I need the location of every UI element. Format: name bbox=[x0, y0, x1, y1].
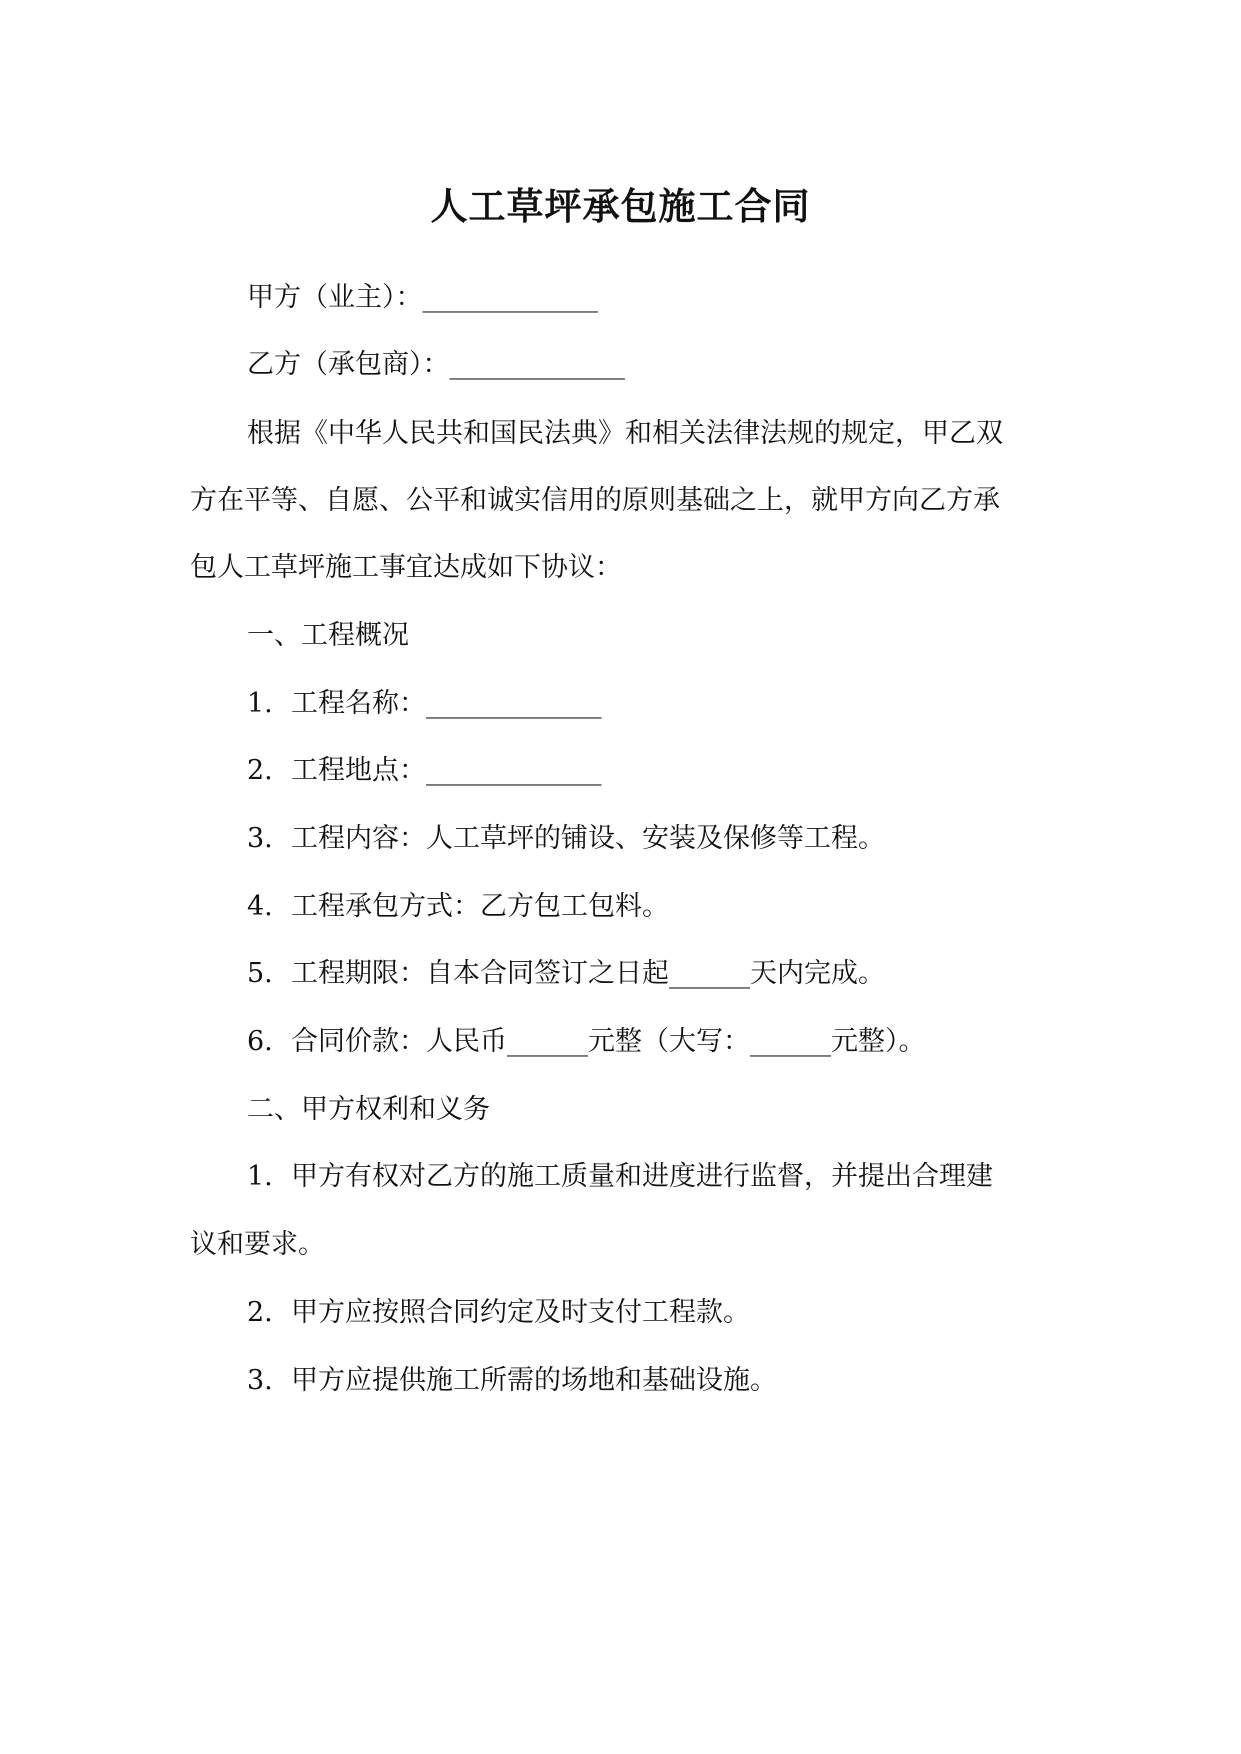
item-text: 甲方应按照合同约定及时支付工程款。 bbox=[291, 1297, 750, 1328]
list-item bbox=[247, 819, 885, 859]
item-text: 工程地点：_____________ bbox=[291, 755, 602, 786]
party-a-line: 甲方（业主）：_____________ bbox=[247, 282, 598, 313]
item-number: 2. bbox=[247, 755, 273, 786]
list-item bbox=[247, 1361, 777, 1401]
preamble-line-3: 包人工草坪施工事宜达成如下协议： bbox=[190, 552, 622, 583]
list-item bbox=[247, 1022, 926, 1062]
item-number: 2. bbox=[247, 1297, 273, 1328]
list-item bbox=[247, 887, 669, 927]
item-number: 1. bbox=[247, 1161, 273, 1192]
document-title: 人工草坪承包施工合同 bbox=[430, 184, 811, 228]
item-text: 甲方有权对乙方的施工质量和进度进行监督，并提出合理建 bbox=[291, 1161, 993, 1192]
list-item-continuation: 议和要求。 bbox=[190, 1229, 325, 1260]
item-text: 工程期限：自本合同签订之日起______天内完成。 bbox=[291, 958, 885, 989]
item-number: 3. bbox=[247, 1365, 273, 1396]
item-number: 4. bbox=[247, 891, 273, 922]
section-heading-overview: 一、工程概况 bbox=[247, 620, 409, 651]
list-item bbox=[247, 1157, 993, 1197]
preamble-line-1: 根据《中华人民共和国民法典》和相关法律法规的规定，甲乙双 bbox=[247, 418, 1003, 449]
item-number: 5. bbox=[247, 958, 273, 989]
item-text: 工程名称：_____________ bbox=[291, 688, 602, 719]
item-text: 工程内容：人工草坪的铺设、安装及保修等工程。 bbox=[291, 823, 885, 854]
section-heading-party-a-rights: 二、甲方权利和义务 bbox=[247, 1094, 490, 1125]
list-item bbox=[247, 1293, 750, 1333]
item-text: 甲方应提供施工所需的场地和基础设施。 bbox=[291, 1365, 777, 1396]
list-item bbox=[247, 954, 885, 994]
item-text: 合同价款：人民币______元整（大写：______元整）。 bbox=[291, 1026, 926, 1057]
item-number: 6. bbox=[247, 1026, 273, 1057]
item-number: 3. bbox=[247, 823, 273, 854]
item-number: 1. bbox=[247, 688, 273, 719]
party-b-line: 乙方（承包商）：_____________ bbox=[247, 349, 625, 380]
item-text: 工程承包方式：乙方包工包料。 bbox=[291, 891, 669, 922]
preamble-line-2: 方在平等、自愿、公平和诚实信用的原则基础之上，就甲方向乙方承 bbox=[190, 485, 1000, 516]
list-item bbox=[247, 684, 602, 724]
list-item bbox=[247, 751, 602, 791]
